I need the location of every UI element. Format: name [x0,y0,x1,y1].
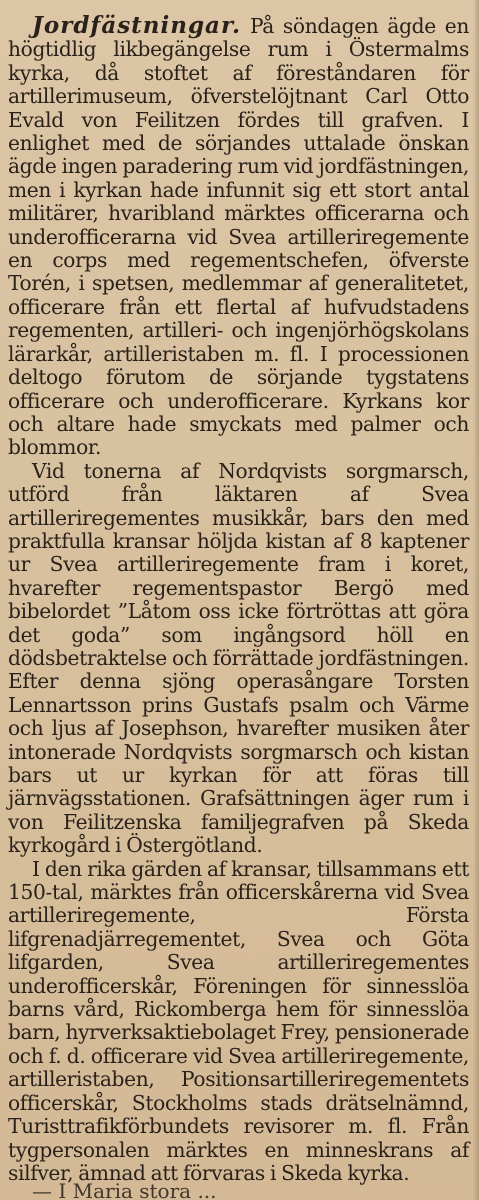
article-body [8,14,469,1185]
paper-edge-shadow [473,0,479,1200]
article-paragraph-1-text: På söndagen ägde en högtidlig likbegängelse rum i Östermalms kyrka, då stoftet af föreståndaren för artillerimuseum, öfverstelöjtnant Carl Otto Evald von Feilitzen fördes till grafven. I enlighet med de sörjandes uttalade önskan ägde ingen paradering rum vid jordfästningen, men i kyrkan hade infunnit sig ett stort antal militärer, hvaribland märktes officerarna och underofficerarna vid Svea artilleriregemente en corps med regementschefen, öfverste Torén, i spetsen, medlemmar af generalitetet, officerare från ett flertal af hufvudstadens regementen, artilleri- och ingenjörhögskolans lärarkår, artilleristaben m. fl. I processionen deltogo förutom de sörjande tygstatens officerare och underofficerare. Kyrkans kor och altare hade smyckats med palmer och blommor. [8,14,469,460]
article-heading: Jordfästningar. [32,12,241,39]
next-article-fragment: — I Maria stora ... [32,1179,217,1200]
article-paragraph-2: Vid tonerna af Nordqvists sorgmarsch, utförd från läktaren af Svea artilleriregementes musikkår, bars den med praktfulla kransar höljda kistan af 8 kaptener ur Svea artilleriregemente fram i koret, hvarefter regementspastor Bergö med bibelordet ”Låtom oss icke förtröttas att göra det goda” som ingångsord höll en dödsbetraktelse och förrättade jordfästningen. Efter denna sjöng operasångare Torsten Lennartsson prins Gustafs psalm och Värme och ljus af Josephson, hvarefter musiken åter intonerade Nordqvists sorgmarsch och kistan bars ut ur kyrkan för att föras till järnvägsstationen. Grafsättningen äger rum i von Feilitzenska familjegrafven på Skeda kyrkogård i Östergötland. [8,458,469,858]
article-paragraph-3: I den rika gärden af kransar, tillsammans ett 150-tal, märktes från officerskårerna vid Svea artilleriregemente, Första lifgrenadjärregementet, Svea och Göta lifgarden, Svea artilleriregementes underofficerskår, Föreningen för sinnesslöa barns vård, Rickomberga hem för sinnesslöa barn, hyrverksaktiebolaget Frey, pensionerade och f. d. officerare vid Svea artilleriregemente, artilleristaben, Positionsartilleriregementets officerskår, Stockholms stads drätselnämnd, Turisttrafikförbundets revisorer m. fl. Från tygpersonalen märktes en minneskrans af silfver, ämnad att förvaras i Skeda kyrka. [8,856,469,1185]
article-paragraph-1 [8,14,469,460]
